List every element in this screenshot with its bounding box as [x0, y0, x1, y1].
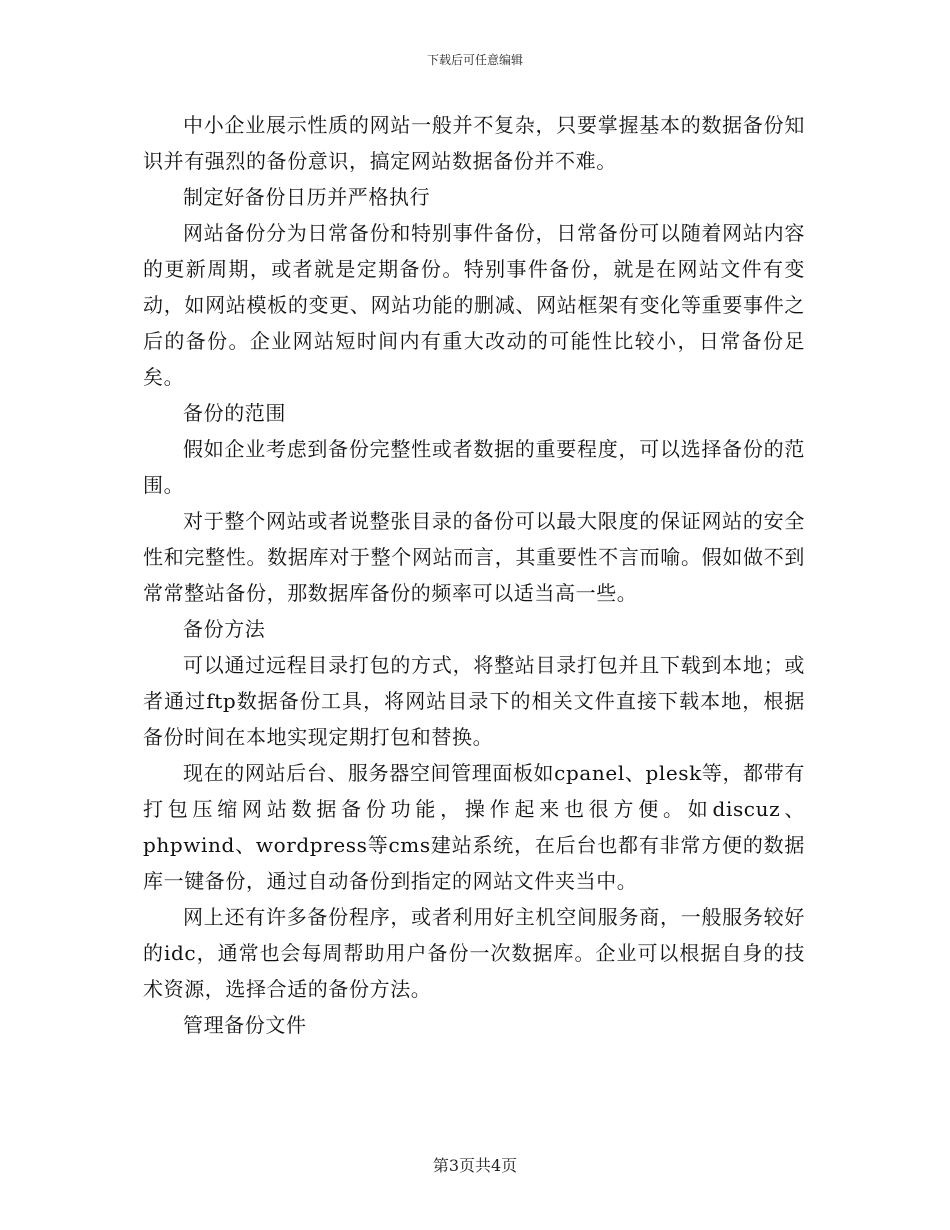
page-number: 第3页共4页	[432, 1156, 518, 1175]
paragraph-scope-choice: 假如企业考虑到备份完整性或者数据的重要程度，可以选择备份的范围。	[143, 437, 805, 497]
section-heading-backup-scope: 备份的范围	[183, 401, 286, 425]
paragraph-panel-backup: 现在的网站后台、服务器空间管理面板如cpanel、plesk等，都带有打包压缩网站数据备份功能，操作起来也很方便。如discuz、phpwind、wordpress等cms建站系统，在后台也都有非常方便的数据库一键备份，通过自动备份到指定的网站文件夹当中。	[143, 761, 805, 893]
header-note: 下载后可任意编辑	[426, 53, 523, 67]
paragraph-intro: 中小企业展示性质的网站一般并不复杂，只要掌握基本的数据备份知识并有强烈的备份意识，搞定网站数据备份并不难。	[143, 113, 805, 173]
paragraph-backup-programs: 网上还有许多备份程序，或者利用好主机空间服务商，一般服务较好的idc，通常也会每周帮助用户备份一次数据库。企业可以根据自身的技术资源，选择合适的备份方法。	[143, 905, 805, 1001]
page-header	[0, 52, 950, 68]
section-heading-backup-methods: 备份方法	[183, 617, 266, 641]
paragraph-full-site-backup: 对于整个网站或者说整张目录的备份可以最大限度的保证网站的安全性和完整性。数据库对于整个网站而言，其重要性不言而喻。假如做不到常常整站备份，那数据库备份的频率可以适当高一些。	[143, 509, 805, 605]
section-heading-backup-calendar: 制定好备份日历并严格执行	[183, 185, 431, 209]
document-body	[143, 107, 805, 1043]
section-heading-manage-backup-files: 管理备份文件	[183, 1013, 307, 1037]
paragraph-backup-types: 网站备份分为日常备份和特别事件备份，日常备份可以随着网站内容的更新周期，或者就是定期备份。特别事件备份，就是在网站文件有变动，如网站模板的变更、网站功能的删减、网站框架有变化等重要事件之后的备份。企业网站短时间内有重大改动的可能性比较小，日常备份足矣。	[143, 221, 805, 389]
paragraph-remote-packaging: 可以通过远程目录打包的方式，将整站目录打包并且下载到本地；或者通过ftp数据备份工具，将网站目录下的相关文件直接下载本地，根据备份时间在本地实现定期打包和替换。	[143, 653, 805, 749]
page-footer	[0, 1156, 950, 1176]
